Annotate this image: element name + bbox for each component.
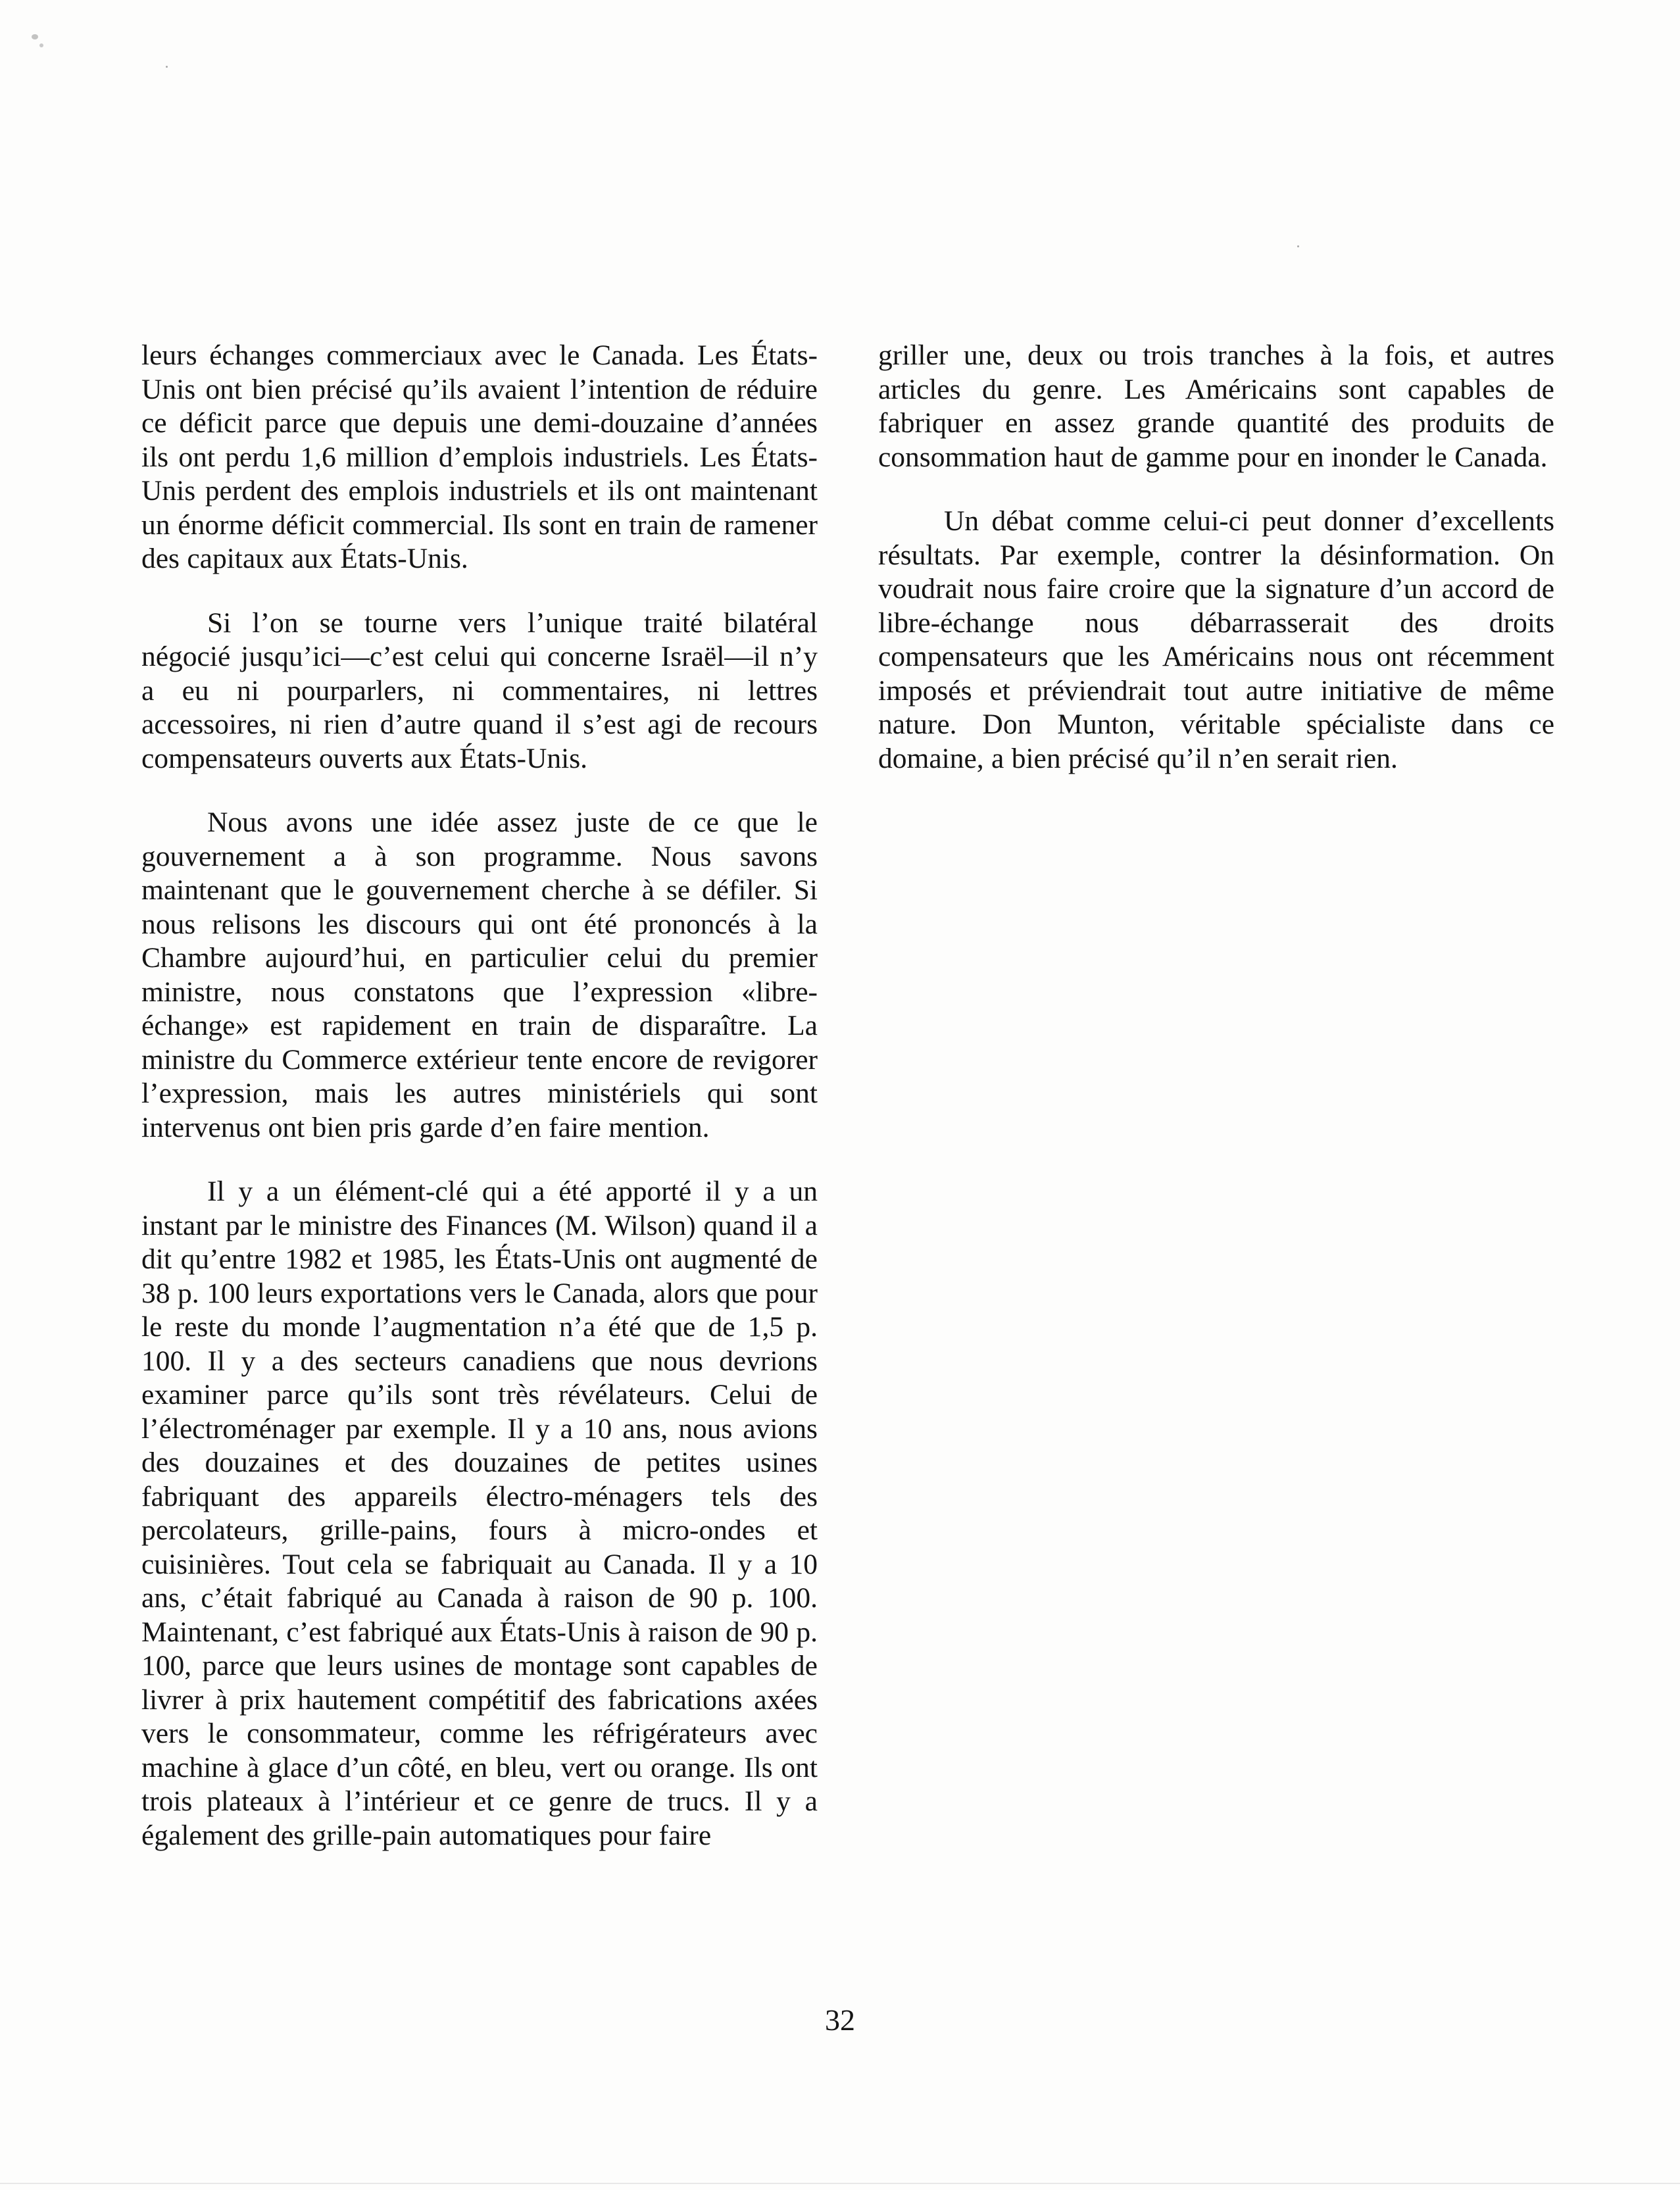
scan-edge-line <box>0 2183 1680 2184</box>
paragraph: Nous avons une idée assez juste de ce que le gouvernement a à son programme. Nous savons maintenant que le gouvernement cherche à se défiler. Si nous relisons les discours qui ont été prononcés à la Chambre aujourd’hui, en particulier celui du premier ministre, nous constatons que l’expression «libre-échange» est rapidement en train de disparaître. La ministre du Commerce extérieur tente encore de revigorer l’expression, mais les autres ministériels qui sont intervenus ont bien pris garde d’en faire mention. <box>141 807 818 1143</box>
scan-speck <box>32 34 38 39</box>
right-column <box>878 339 1554 806</box>
paragraph: griller une, deux ou trois tranches à la fois, et autres articles du genre. Les Américains sont capables de fabriquer en assez grande quantité des produits de consommation haut de gamme pour en inonder le Canada. <box>878 339 1554 473</box>
paragraph: leurs échanges commerciaux avec le Canada. Les États-Unis ont bien précisé qu’ils avaient l’intention de réduire ce déficit parce que depuis une demi-douzaine d’années ils ont perdu 1,6 million d’emplois industriels. Les États-Unis perdent des emplois industriels et ils ont maintenant un énorme déficit commercial. Ils sont en train de ramener des capitaux aux États-Unis. <box>141 339 818 574</box>
page-number: 32 <box>825 2003 855 2037</box>
scan-speck <box>166 66 168 68</box>
scan-speck <box>39 43 43 47</box>
scan-speck <box>1297 245 1299 247</box>
paragraph: Si l’on se tourne vers l’unique traité bilatéral négocié jusqu’ici—c’est celui qui concerne Israël—il n’y a eu ni pourparlers, ni commentaires, ni lettres accessoires, ni rien d’autre quand il s’est agi de recours compensateurs ouverts aux États-Unis. <box>141 607 818 774</box>
left-column <box>141 339 818 1883</box>
paragraph: Il y a un élément-clé qui a été apporté il y a un instant par le ministre des Finances (M. Wilson) quand il a dit qu’entre 1982 et 1985, les États-Unis ont augmenté de 38 p. 100 leurs exportations vers le Canada, alors que pour le reste du monde l’augmentation n’a été que de 1,5 p. 100. Il y a des secteurs canadiens que nous devrions examiner parce qu’ils sont très révélateurs. Celui de l’électroménager par exemple. Il y a 10 ans, nous avions des douzaines et des douzaines de petites usines fabriquant des appareils électro-ménagers tels des percolateurs, grille-pains, fours à micro-ondes et cuisinières. Tout cela se fabriquait au Canada. Il y a 10 ans, c’était fabriqué au Canada à raison de 90 p. 100. Maintenant, c’est fabriqué aux États-Unis à raison de 90 p. 100, parce que leurs usines de montage sont capables de livrer à prix hautement compétitif des fabrications axées vers le consommateur, comme les réfrigérateurs avec machine à glace d’un côté, en bleu, vert ou orange. Ils ont trois plateaux à l’intérieur et ce genre de trucs. Il y a également des grille-pain automatiques pour faire <box>141 1176 818 1851</box>
paragraph: Un débat comme celui-ci peut donner d’excellents résultats. Par exemple, contrer la désinformation. On voudrait nous faire croire que la signature d’un accord de libre-échange nous débarrasserait des droits compensateurs que les Américains nous ont récemment imposés et préviendrait tout autre initiative de même nature. Don Munton, véritable spécialiste dans ce domaine, a bien précisé qu’il n’en serait rien. <box>878 505 1554 774</box>
